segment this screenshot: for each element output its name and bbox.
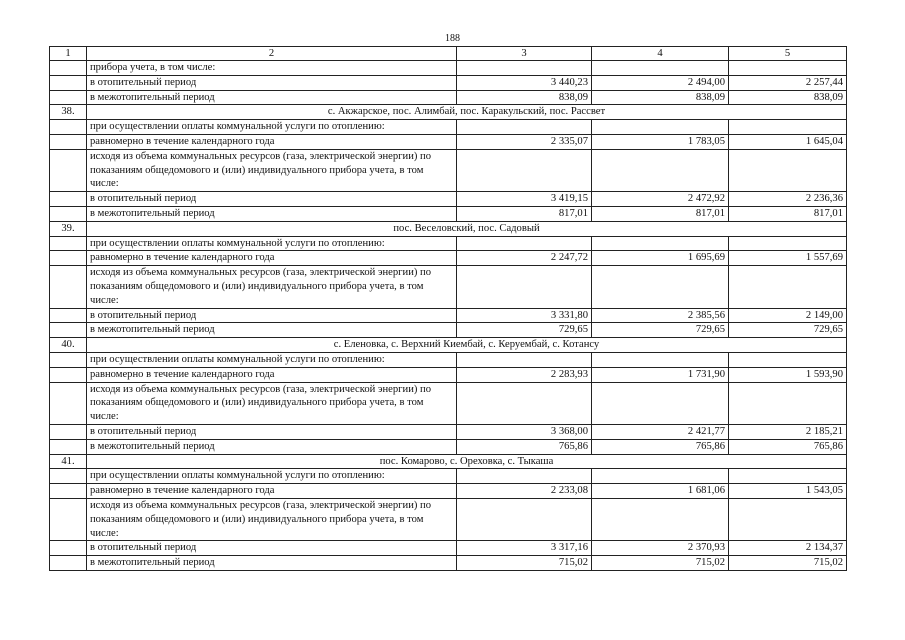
value-col3-cell (457, 236, 592, 251)
value-col4-cell (592, 236, 729, 251)
heating-intro-text: при осуществлении оплаты коммунальной услуги по отоплению: (87, 236, 457, 251)
row-number-cell (50, 75, 87, 90)
table-row (50, 206, 847, 221)
meter-description-text: исходя из объема коммунальных ресурсов (газа, электрической энергии) по показаниям общедомового и (или) индивидуального прибора учета, в том числе: (87, 149, 457, 191)
row-description-cell: в межотопительный период (87, 439, 457, 454)
value-col3-cell: 715,02 (457, 556, 592, 571)
value-col5-cell (729, 236, 847, 251)
row-description-cell: в отопительный период (87, 424, 457, 439)
value-col3-cell (457, 120, 592, 135)
value-col4-cell: 2 494,00 (592, 75, 729, 90)
value-col3-cell: 2 283,93 (457, 367, 592, 382)
value-col5-cell (729, 498, 847, 540)
value-col3-cell: 838,09 (457, 90, 592, 105)
value-col4-cell (592, 352, 729, 367)
row-number-cell (50, 236, 87, 251)
row-description-cell: в отопительный период (87, 75, 457, 90)
value-col3-cell: 2 335,07 (457, 134, 592, 149)
section-number: 41. (50, 454, 87, 469)
value-col5-cell: 2 134,37 (729, 541, 847, 556)
row-number-cell (50, 382, 87, 424)
row-number-cell (50, 149, 87, 191)
column-header-2: 2 (87, 47, 457, 61)
value-col3-cell (457, 352, 592, 367)
table-row (50, 424, 847, 439)
row-number-cell (50, 469, 87, 484)
row-description-cell: равномерно в течение календарного года (87, 251, 457, 266)
row-number-cell (50, 251, 87, 266)
table-row (50, 134, 847, 149)
value-col4-cell: 2 370,93 (592, 541, 729, 556)
meter-description-text: исходя из объема коммунальных ресурсов (газа, электрической энергии) по показаниям общедомового и (или) индивидуального прибора учета, в том числе: (87, 498, 457, 540)
row-description-cell: в отопительный период (87, 541, 457, 556)
value-col4-cell (592, 61, 729, 76)
value-col5-cell (729, 120, 847, 135)
table-row (50, 367, 847, 382)
section-header-row (50, 105, 847, 120)
value-col4-cell: 2 385,56 (592, 308, 729, 323)
table-row (50, 75, 847, 90)
row-number-cell (50, 367, 87, 382)
value-col5-cell (729, 352, 847, 367)
table-row (50, 541, 847, 556)
value-col3-cell: 817,01 (457, 206, 592, 221)
row-description-cell: равномерно в течение календарного года (87, 134, 457, 149)
table-row (50, 120, 847, 135)
section-title: пос. Комарово, с. Ореховка, с. Тыкаша (87, 454, 847, 469)
value-col5-cell: 817,01 (729, 206, 847, 221)
row-number-cell (50, 308, 87, 323)
value-col4-cell: 1 783,05 (592, 134, 729, 149)
value-col5-cell: 1 645,04 (729, 134, 847, 149)
heating-intro-text: при осуществлении оплаты коммунальной услуги по отоплению: (87, 120, 457, 135)
row-description-cell: равномерно в течение календарного года (87, 367, 457, 382)
value-col5-cell (729, 469, 847, 484)
value-col4-cell (592, 469, 729, 484)
value-col3-cell: 3 440,23 (457, 75, 592, 90)
value-col4-cell (592, 120, 729, 135)
section-title: пос. Веселовский, пос. Садовый (87, 221, 847, 236)
row-number-cell (50, 424, 87, 439)
column-header-3: 3 (457, 47, 592, 61)
row-number-cell (50, 206, 87, 221)
value-col5-cell: 2 236,36 (729, 192, 847, 207)
value-col5-cell: 1 543,05 (729, 484, 847, 499)
value-col5-cell (729, 382, 847, 424)
row-number-cell (50, 192, 87, 207)
value-col5-cell (729, 149, 847, 191)
value-col3-cell: 729,65 (457, 323, 592, 338)
value-col3-cell (457, 61, 592, 76)
row-number-cell (50, 134, 87, 149)
value-col4-cell: 2 472,92 (592, 192, 729, 207)
row-description-cell: прибора учета, в том числе: (87, 61, 457, 76)
row-description-cell: в межотопительный период (87, 323, 457, 338)
value-col3-cell (457, 266, 592, 308)
table-row (50, 90, 847, 105)
value-col4-cell (592, 149, 729, 191)
column-header-5: 5 (729, 47, 847, 61)
section-header-row (50, 338, 847, 353)
table-row (50, 251, 847, 266)
row-description-cell: в межотопительный период (87, 90, 457, 105)
value-col4-cell (592, 266, 729, 308)
table-row (50, 556, 847, 571)
value-col5-cell: 838,09 (729, 90, 847, 105)
column-header-1: 1 (50, 47, 87, 61)
value-col4-cell: 817,01 (592, 206, 729, 221)
meter-description-text: исходя из объема коммунальных ресурсов (газа, электрической энергии) по показаниям общедомового и (или) индивидуального прибора учета, в том числе: (87, 382, 457, 424)
value-col3-cell (457, 498, 592, 540)
value-col3-cell: 765,86 (457, 439, 592, 454)
value-col5-cell: 715,02 (729, 556, 847, 571)
table-row (50, 323, 847, 338)
value-col5-cell: 2 257,44 (729, 75, 847, 90)
value-col4-cell: 715,02 (592, 556, 729, 571)
table-row (50, 266, 847, 308)
row-description-cell: в межотопительный период (87, 206, 457, 221)
value-col4-cell: 1 681,06 (592, 484, 729, 499)
value-col3-cell: 2 247,72 (457, 251, 592, 266)
value-col3-cell: 3 419,15 (457, 192, 592, 207)
row-number-cell (50, 120, 87, 135)
value-col5-cell: 1 593,90 (729, 367, 847, 382)
value-col3-cell: 3 368,00 (457, 424, 592, 439)
value-col5-cell (729, 61, 847, 76)
heating-intro-text: при осуществлении оплаты коммунальной услуги по отоплению: (87, 352, 457, 367)
table-row (50, 308, 847, 323)
value-col3-cell: 2 233,08 (457, 484, 592, 499)
row-number-cell (50, 90, 87, 105)
table-row (50, 469, 847, 484)
value-col3-cell: 3 331,80 (457, 308, 592, 323)
value-col5-cell: 2 149,00 (729, 308, 847, 323)
table-row (50, 439, 847, 454)
section-header-row (50, 221, 847, 236)
value-col4-cell: 729,65 (592, 323, 729, 338)
value-col3-cell (457, 469, 592, 484)
row-number-cell (50, 266, 87, 308)
value-col4-cell: 2 421,77 (592, 424, 729, 439)
section-title: с. Акжарское, пос. Алимбай, пос. Каракульский, пос. Рассвет (87, 105, 847, 120)
value-col5-cell: 729,65 (729, 323, 847, 338)
value-col5-cell: 2 185,21 (729, 424, 847, 439)
value-col5-cell: 765,86 (729, 439, 847, 454)
value-col4-cell: 1 695,69 (592, 251, 729, 266)
table-row (50, 192, 847, 207)
table-row (50, 498, 847, 540)
value-col4-cell (592, 382, 729, 424)
value-col3-cell (457, 149, 592, 191)
table-row (50, 382, 847, 424)
value-col4-cell: 838,09 (592, 90, 729, 105)
row-number-cell (50, 61, 87, 76)
row-number-cell (50, 556, 87, 571)
value-col4-cell: 1 731,90 (592, 367, 729, 382)
row-number-cell (50, 484, 87, 499)
value-col3-cell (457, 382, 592, 424)
table-row (50, 236, 847, 251)
table-row (50, 352, 847, 367)
page-number: 188 (445, 33, 460, 44)
row-description-cell: в межотопительный период (87, 556, 457, 571)
value-col5-cell: 1 557,69 (729, 251, 847, 266)
table-row (50, 149, 847, 191)
section-number: 40. (50, 338, 87, 353)
row-number-cell (50, 352, 87, 367)
value-col4-cell: 765,86 (592, 439, 729, 454)
row-number-cell (50, 541, 87, 556)
row-number-cell (50, 323, 87, 338)
column-number-row (50, 47, 847, 61)
value-col5-cell (729, 266, 847, 308)
heating-intro-text: при осуществлении оплаты коммунальной услуги по отоплению: (87, 469, 457, 484)
row-description-cell: в отопительный период (87, 308, 457, 323)
table-row (50, 61, 847, 76)
row-description-cell: в отопительный период (87, 192, 457, 207)
value-col3-cell: 3 317,16 (457, 541, 592, 556)
section-header-row (50, 454, 847, 469)
row-number-cell (50, 498, 87, 540)
meter-description-text: исходя из объема коммунальных ресурсов (газа, электрической энергии) по показаниям общедомового и (или) индивидуального прибора учета, в том числе: (87, 266, 457, 308)
row-number-cell (50, 439, 87, 454)
tariff-table (49, 46, 847, 571)
section-title: с. Еленовка, с. Верхний Киембай, с. Керуембай, с. Котансу (87, 338, 847, 353)
table-row (50, 484, 847, 499)
value-col4-cell (592, 498, 729, 540)
column-header-4: 4 (592, 47, 729, 61)
row-description-cell: равномерно в течение календарного года (87, 484, 457, 499)
section-number: 38. (50, 105, 87, 120)
section-number: 39. (50, 221, 87, 236)
